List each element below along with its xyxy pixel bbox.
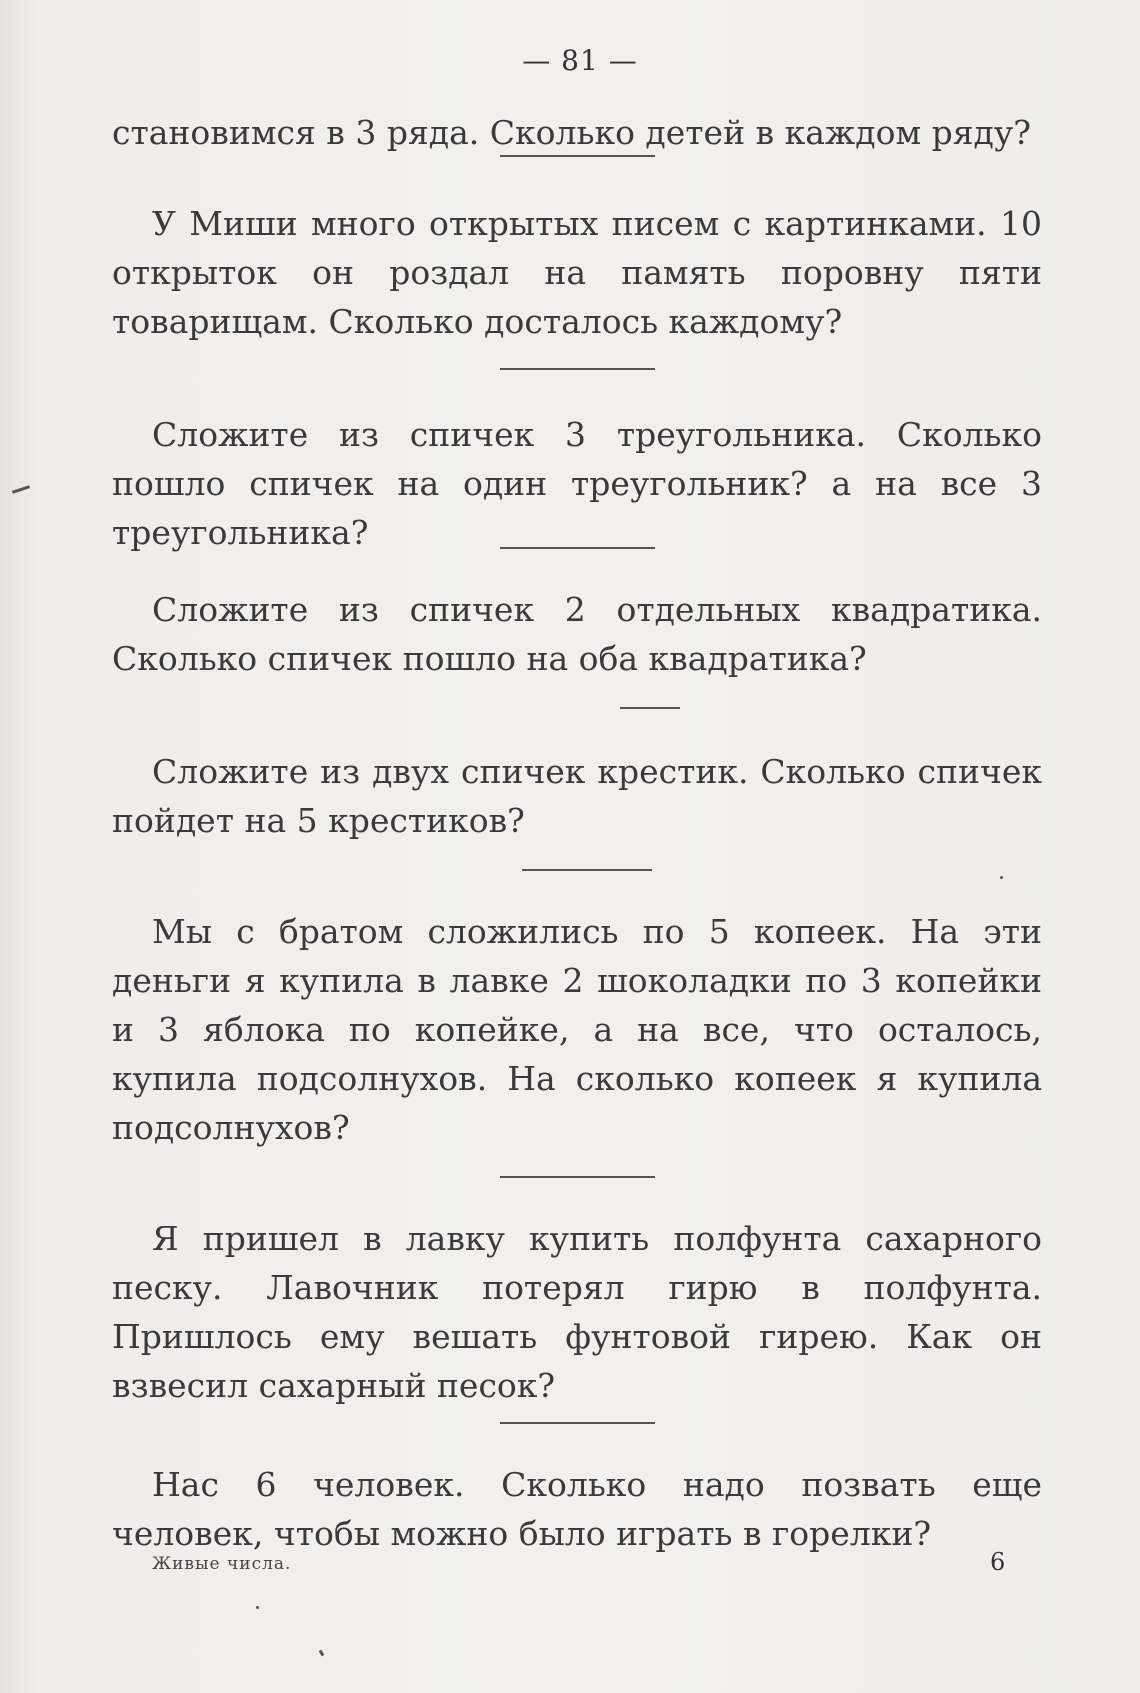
separator xyxy=(500,547,655,549)
problem-6 xyxy=(112,907,1042,1152)
problem-2 xyxy=(112,199,1042,346)
dust-speck xyxy=(256,1606,259,1609)
problem-5-text: Сложите из двух спичек крестик. Сколько спичек пойдет на 5 крестиков? xyxy=(112,752,1042,840)
problem-3 xyxy=(112,410,1042,557)
problem-4-text: Сложите из спичек 2 отдельных квадратика. Сколько спичек пошло на оба квадратика? xyxy=(112,590,1042,678)
problem-2-text: У Миши много открытых писем с картинками. 10 открыток он роздал на память поровну пяти товарищам. Сколько досталось каждому? xyxy=(112,204,1042,341)
problem-1: становимся в 3 ряда. Сколько детей в каждом ряду? xyxy=(112,113,1031,152)
page-content xyxy=(112,108,1042,1558)
problem-8-text: Нас 6 человек. Сколько надо позвать еще человек, чтобы можно было играть в горелки? xyxy=(112,1465,1042,1553)
problem-3-text: Сложите из спичек 3 треугольника. Сколько пошло спичек на один треугольник? а на все 3 треугольника? xyxy=(112,415,1042,552)
dust-speck xyxy=(319,1650,325,1657)
dust-speck xyxy=(1000,876,1003,879)
problem-4 xyxy=(112,585,1042,683)
margin-mark xyxy=(12,485,30,493)
footer-signature-number: 6 xyxy=(990,1548,1006,1576)
separator xyxy=(500,1422,655,1424)
separator xyxy=(500,1176,655,1178)
separator xyxy=(620,707,680,709)
problem-6-text: Мы с братом сложились по 5 копеек. На эти деньги я купила в лавке 2 шоколадки по 3 копейки и 3 яблока по копейке, а на все, что осталось, купила подсолнухов. На сколько копеек я купила подсолнухов? xyxy=(112,912,1042,1147)
problem-5 xyxy=(112,747,1042,845)
problem-8 xyxy=(112,1460,1042,1558)
problem-7 xyxy=(112,1214,1042,1410)
separator xyxy=(522,869,652,871)
page-number: — 81 — xyxy=(522,44,638,77)
separator xyxy=(500,368,655,370)
problem-7-text: Я пришел в лавку купить полфунта сахарного песку. Лавочник потерял гирю в полфунта. Пришлось ему вешать фунтовой гирею. Как он взвесил сахарный песок? xyxy=(112,1219,1042,1405)
footer-book-title: Живые числа. xyxy=(152,1554,292,1574)
page-footer xyxy=(0,1548,1140,1584)
